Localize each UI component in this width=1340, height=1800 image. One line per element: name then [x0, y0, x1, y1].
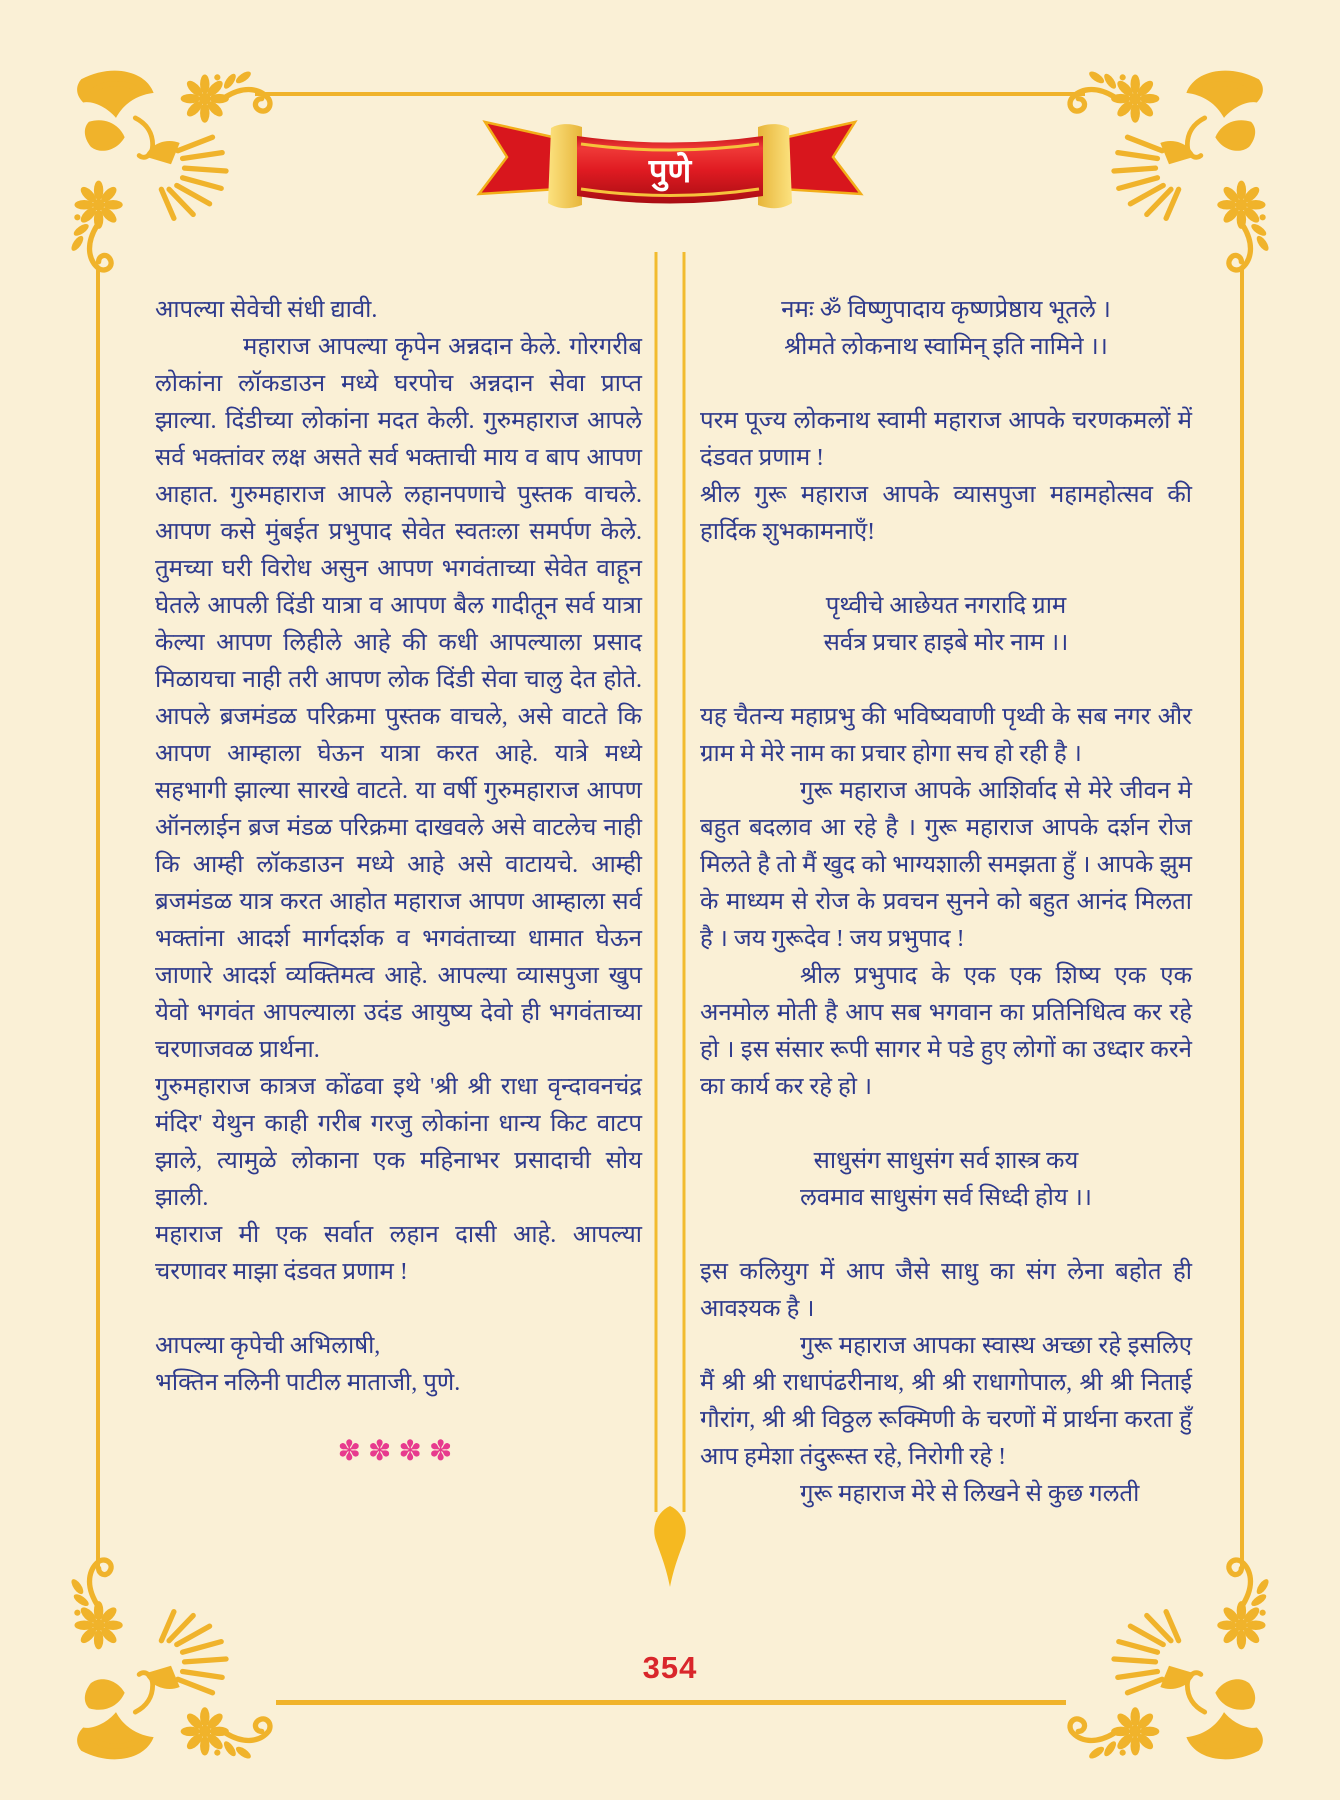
- paragraph: गुरू महाराज मेरे से लिखने से कुछ गलती: [800, 1481, 1140, 1507]
- signoff-line: भक्तिन नलिनी पाटील माताजी, पुणे.: [155, 1370, 461, 1396]
- verse-line: पृथ्वीचे आछेयत नगरादि ग्राम: [825, 593, 1067, 619]
- pen-nib-icon: [646, 250, 694, 1595]
- chapter-banner: [455, 112, 885, 220]
- spacer: [700, 1106, 1192, 1143]
- paragraph: इस कलियुग में आप जैसे साधु का संग लेना बहोत ही आवश्यक है ।: [700, 1259, 1192, 1322]
- verse-line: लवमाव साधुसंग सर्व सिध्दी होय ।।: [799, 1185, 1093, 1211]
- spacer: [700, 366, 1192, 403]
- prophecy-verse: [700, 588, 1192, 662]
- paragraph: परम पूज्य लोकनाथ स्वामी महाराज आपके चरणकमलों में दंडवत प्रणाम !: [700, 408, 1192, 471]
- sadhusanga-verse: [700, 1143, 1192, 1217]
- paragraph: महाराज मी एक सर्वात लहान दासी आहे. आपल्या चरणावर माझा दंडवत प्रणाम !: [155, 1222, 642, 1285]
- ribbon-icon: [455, 112, 885, 220]
- spacer: [700, 1217, 1192, 1254]
- page-number: 354: [642, 1650, 698, 1685]
- border-line-left: [96, 268, 100, 1566]
- column-divider: [646, 250, 694, 1595]
- banner-title: पुणे: [648, 154, 692, 190]
- paragraph: महाराज आपल्या कृपेन अन्नदान केले. गोरगरीब लोकांना लॉकडाउन मध्ये घरपोच अन्नदान सेवा प्राप्त झाल्या. दिंडीच्या लोकांना मदत केली. गुरुमहाराज आपले सर्व भक्तांवर लक्ष असते सर्व भक्ताची माय व बाप आपण आहात. गुरुमहाराज आपले लहानपणाचे पुस्तक वाचले. आपण कसे मुंबईत प्रभुपाद सेवेत स्वतःला समर्पण केले. तुमच्या घरी विरोध असुन आपण भगवंताच्या सेवेत वाहून घेतले आपली दिंडी यात्रा व आपण बैल गादीतून सर्व यात्रा केल्या आपण लिहीले आहे की कधी आपल्याला प्रसाद मिळायचा नाही तरी आपण लोक दिंडी सेवा चालु देत होते. आपले ब्रजमंडळ परिक्रमा पुस्तक वाचले, असे वाटते कि आपण आम्हाला घेऊन यात्रा करत आहे. यात्रे मध्ये सहभागी झाल्या सारखे वाटते. या वर्षी गुरुमहाराज आपण ऑनलाईन ब्रज मंडळ परिक्रमा दाखवले असे वाटलेच नाही कि आम्ही लॉकडाउन मध्ये आहे असे वाटायचे. आम्ही ब्रजमंडळ यात्र करत आहोत महाराज आपण आम्हाला सर्व भक्तांना आदर्श मार्गदर्शक व भगवंताच्या धामात घेऊन जाणारे आदर्श व्यक्तिमत्व आहे. आपल्या व्यासपुजा खुप येवो भगवंत आपल्याला उदंड आयुष्य देवो ही भगवंताच्या चरणाजवळ प्रार्थना.: [155, 334, 642, 1063]
- paragraph: आपल्या सेवेची संधी द्यावी.: [155, 297, 378, 323]
- spacer: [700, 551, 1192, 588]
- corner-ornament-top-left: [60, 60, 282, 282]
- signoff-line: आपल्या कृपेची अभिलाषी,: [155, 1333, 381, 1359]
- border-line-right: [1240, 268, 1244, 1566]
- corner-ornament-top-right: [1058, 60, 1280, 282]
- border-line-top: [255, 92, 1085, 96]
- spacer: [700, 662, 1192, 699]
- verse-line: सर्वत्र प्रचार हाइबे मोर नाम ।।: [823, 630, 1069, 656]
- spacer: [155, 1291, 642, 1328]
- paragraph: श्रील प्रभुपाद के एक एक शिष्य एक एक अनमोल मोती है आप सब भगवान का प्रतिनिधित्व कर रहे हो । इस संसार रूपी सागर मे पडे हुए लोगों का उध्दार करने का कार्य कर रहे हो ।: [700, 963, 1192, 1100]
- verse-line: श्रीमते लोकनाथ स्वामिन् इति नामिने ।।: [784, 334, 1108, 360]
- paragraph: श्रील गुरू महाराज आपके व्यासपुजा महामहोत्सव की हार्दिक शुभकामनाएँ!: [700, 482, 1192, 545]
- right-column: [700, 292, 1192, 1513]
- paragraph: गुरू महाराज आपके आशिर्वाद से मेरे जीवन मे बहुत बदलाव आ रहे है । गुरू महाराज आपके दर्शन रोज मिलते है तो मैं खुद को भाग्यशाली समझता हुँ । आपके झुम के माध्यम से रोज के प्रवचन सुनने को बहुत आनंद मिलता है । जय गुरूदेव ! जय प्रभुपाद !: [700, 778, 1192, 952]
- border-line-bottom: [276, 1700, 1066, 1705]
- left-column: [155, 292, 642, 1469]
- section-separator-asterisks: ✽✽✽✽: [337, 1434, 460, 1467]
- paragraph: यह चैतन्य महाप्रभु की भविष्यवाणी पृथ्वी के सब नगर और ग्राम मे मेरे नाम का प्रचार होगा सच हो रही है ।: [700, 704, 1192, 767]
- invocation-verse: [700, 292, 1192, 366]
- verse-line: साधुसंग साधुसंग सर्व शास्त्र कय: [813, 1148, 1079, 1174]
- signoff: [155, 1328, 642, 1402]
- verse-line: नमः ॐ विष्णुपादाय कृष्णप्रेष्ठाय भूतले ।: [781, 297, 1111, 323]
- paragraph: गुरू महाराज आपका स्वास्थ अच्छा रहे इसलिए मैं श्री श्री राधापंढरीनाथ, श्री श्री राधागोपाल, श्री श्री निताई गौरांग, श्री श्री विठ्ठल रूक्मिणी के चरणों में प्रार्थना करता हुँ आप हमेशा तंदुरूस्त रहे, निरोगी रहे !: [700, 1333, 1192, 1470]
- paragraph: गुरुमहाराज कात्रज कोंढवा इथे 'श्री श्री राधा वृन्दावनचंद्र मंदिर' येथुन काही गरीब गरजु लोकांना धान्य किट वाटप झाले, त्यामुळे लोकाना एक महिनाभर प्रसादाची सोय झाली.: [155, 1074, 642, 1211]
